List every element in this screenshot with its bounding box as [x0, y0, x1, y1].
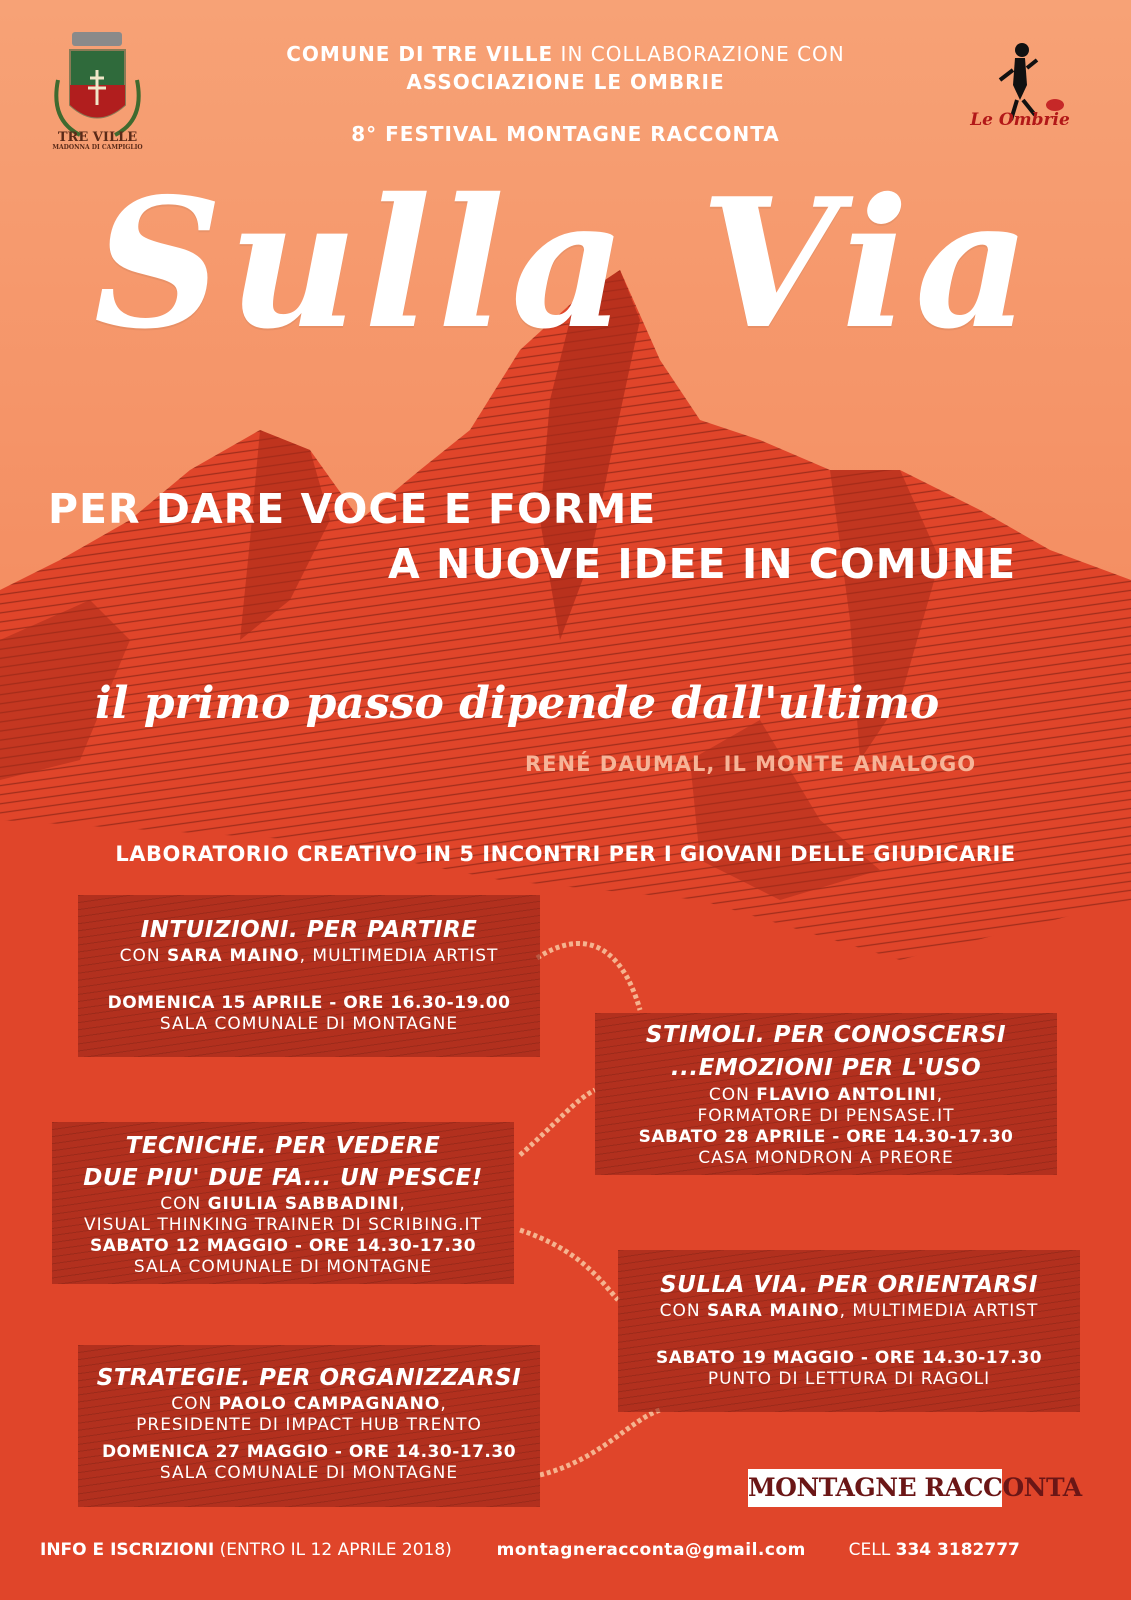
- event-date: DOMENICA 27 MAGGIO - ORE 14.30-17.30: [101, 1442, 517, 1462]
- cell-label: CELL: [848, 1540, 896, 1560]
- email-link[interactable]: montagneracconta@gmail.com: [496, 1540, 806, 1560]
- event-title-line2: DUE PIU' DUE FA... UN PESCE!: [83, 1165, 483, 1191]
- event-place: CASA MONDRON A PREORE: [698, 1148, 954, 1168]
- event-title: SULLA VIA. PER ORIENTARSI: [660, 1272, 1038, 1298]
- event-place: PUNTO DI LETTURA DI RAGOLI: [707, 1369, 991, 1389]
- lab-title: LABORATORIO CREATIVO IN 5 INCONTRI PER I GIOVANI DELLE GIUDICARIE: [115, 842, 1016, 866]
- info-note: (ENTRO IL 12 APRILE 2018): [214, 1540, 452, 1560]
- event-title: STIMOLI. PER CONOSCERSI: [645, 1022, 1007, 1048]
- info-label: INFO E ISCRIZIONI: [40, 1540, 215, 1560]
- event-speaker: FLAVIO ANTOLINI: [756, 1085, 937, 1105]
- event-title-line2: ...EMOZIONI PER L'USO: [670, 1055, 982, 1081]
- event-place: SALA COMUNALE DI MONTAGNE: [159, 1463, 459, 1483]
- event-card: TECNICHE. PER VEDERE DUE PIU' DUE FA... UN PESCE! CON GIULIA SABBADINI, VISUAL THINKING TRAINER DI SCRIBING.IT SABATO 12 MAGGIO - ORE 14.30-17.30 SALA COMUNALE DI MONTAGNE: [52, 1122, 514, 1284]
- quote-author: RENÉ DAUMAL, IL MONTE ANALOGO: [525, 752, 977, 776]
- event-date: SABATO 19 MAGGIO - ORE 14.30-17.30: [655, 1348, 1043, 1368]
- event-date: SABATO 12 MAGGIO - ORE 14.30-17.30: [89, 1236, 477, 1256]
- event-card: INTUIZIONI. PER PARTIRE CON SARA MAINO, MULTIMEDIA ARTIST DOMENICA 15 APRILE - ORE 16.30-19.00 SALA COMUNALE DI MONTAGNE: [78, 895, 540, 1057]
- event-date: SABATO 28 APRILE - ORE 14.30-17.30: [638, 1127, 1014, 1147]
- subtitle-line2: A NUOVE IDEE IN COMUNE: [388, 540, 1017, 588]
- event-speaker-role: PRESIDENTE DI IMPACT HUB TRENTO: [136, 1415, 482, 1435]
- event-speaker: GIULIA SABBADINI: [207, 1194, 400, 1214]
- event-title: INTUIZIONI. PER PARTIRE: [140, 917, 478, 943]
- event-speaker-role: FORMATORE DI PENSASE.IT: [697, 1106, 955, 1126]
- header-line2: ASSOCIAZIONE LE OMBRIE: [406, 70, 725, 94]
- collab-text: IN COLLABORAZIONE CON: [553, 42, 845, 66]
- cell-number[interactable]: 334 3182777: [895, 1540, 1020, 1560]
- event-speaker-role: VISUAL THINKING TRAINER DI SCRIBING.IT: [84, 1215, 482, 1235]
- comune-name: COMUNE DI TRE VILLE: [286, 42, 554, 66]
- montagne-racconta-logo: MONTAGNE RACCONTA: [748, 1469, 1002, 1507]
- event-date: DOMENICA 15 APRILE - ORE 16.30-19.00: [107, 993, 511, 1013]
- event-title: TECNICHE. PER VEDERE: [125, 1133, 441, 1159]
- event-speaker: PAOLO CAMPAGNANO: [218, 1394, 441, 1414]
- event-place: SALA COMUNALE DI MONTAGNE: [133, 1257, 433, 1277]
- footer: [40, 1540, 1100, 1560]
- event-card: SULLA VIA. PER ORIENTARSI CON SARA MAINO, MULTIMEDIA ARTIST SABATO 19 MAGGIO - ORE 14.30-17.30 PUNTO DI LETTURA DI RAGOLI: [618, 1250, 1080, 1412]
- event-speaker: SARA MAINO: [706, 1301, 840, 1321]
- le-ombrie-label: Le Ombrie: [970, 110, 1070, 130]
- event-speaker: SARA MAINO: [166, 946, 300, 966]
- event-place: SALA COMUNALE DI MONTAGNE: [159, 1014, 459, 1034]
- festival-name: 8° FESTIVAL MONTAGNE RACCONTA: [351, 122, 780, 146]
- poster-title: Sulla Via: [93, 159, 1037, 368]
- header-line1: [200, 42, 931, 66]
- event-title: STRATEGIE. PER ORGANIZZARSI: [96, 1365, 522, 1391]
- event-card: STIMOLI. PER CONOSCERSI ...EMOZIONI PER L'USO CON FLAVIO ANTOLINI, FORMATORE DI PENSASE.IT SABATO 28 APRILE - ORE 14.30-17.30 CASA MONDRON A PREORE: [595, 1013, 1057, 1175]
- crest-sub: MADONNA DI CAMPIGLIO: [52, 144, 143, 151]
- event-card: STRATEGIE. PER ORGANIZZARSI CON PAOLO CAMPAGNANO, PRESIDENTE DI IMPACT HUB TRENTO DOMENICA 27 MAGGIO - ORE 14.30-17.30 SALA COMUNALE DI MONTAGNE: [78, 1345, 540, 1507]
- crest-name: TRE VILLE: [57, 130, 138, 145]
- quote: il primo passo dipende dall'ultimo: [95, 678, 940, 729]
- subtitle-line1: PER DARE VOCE E FORME: [48, 485, 657, 533]
